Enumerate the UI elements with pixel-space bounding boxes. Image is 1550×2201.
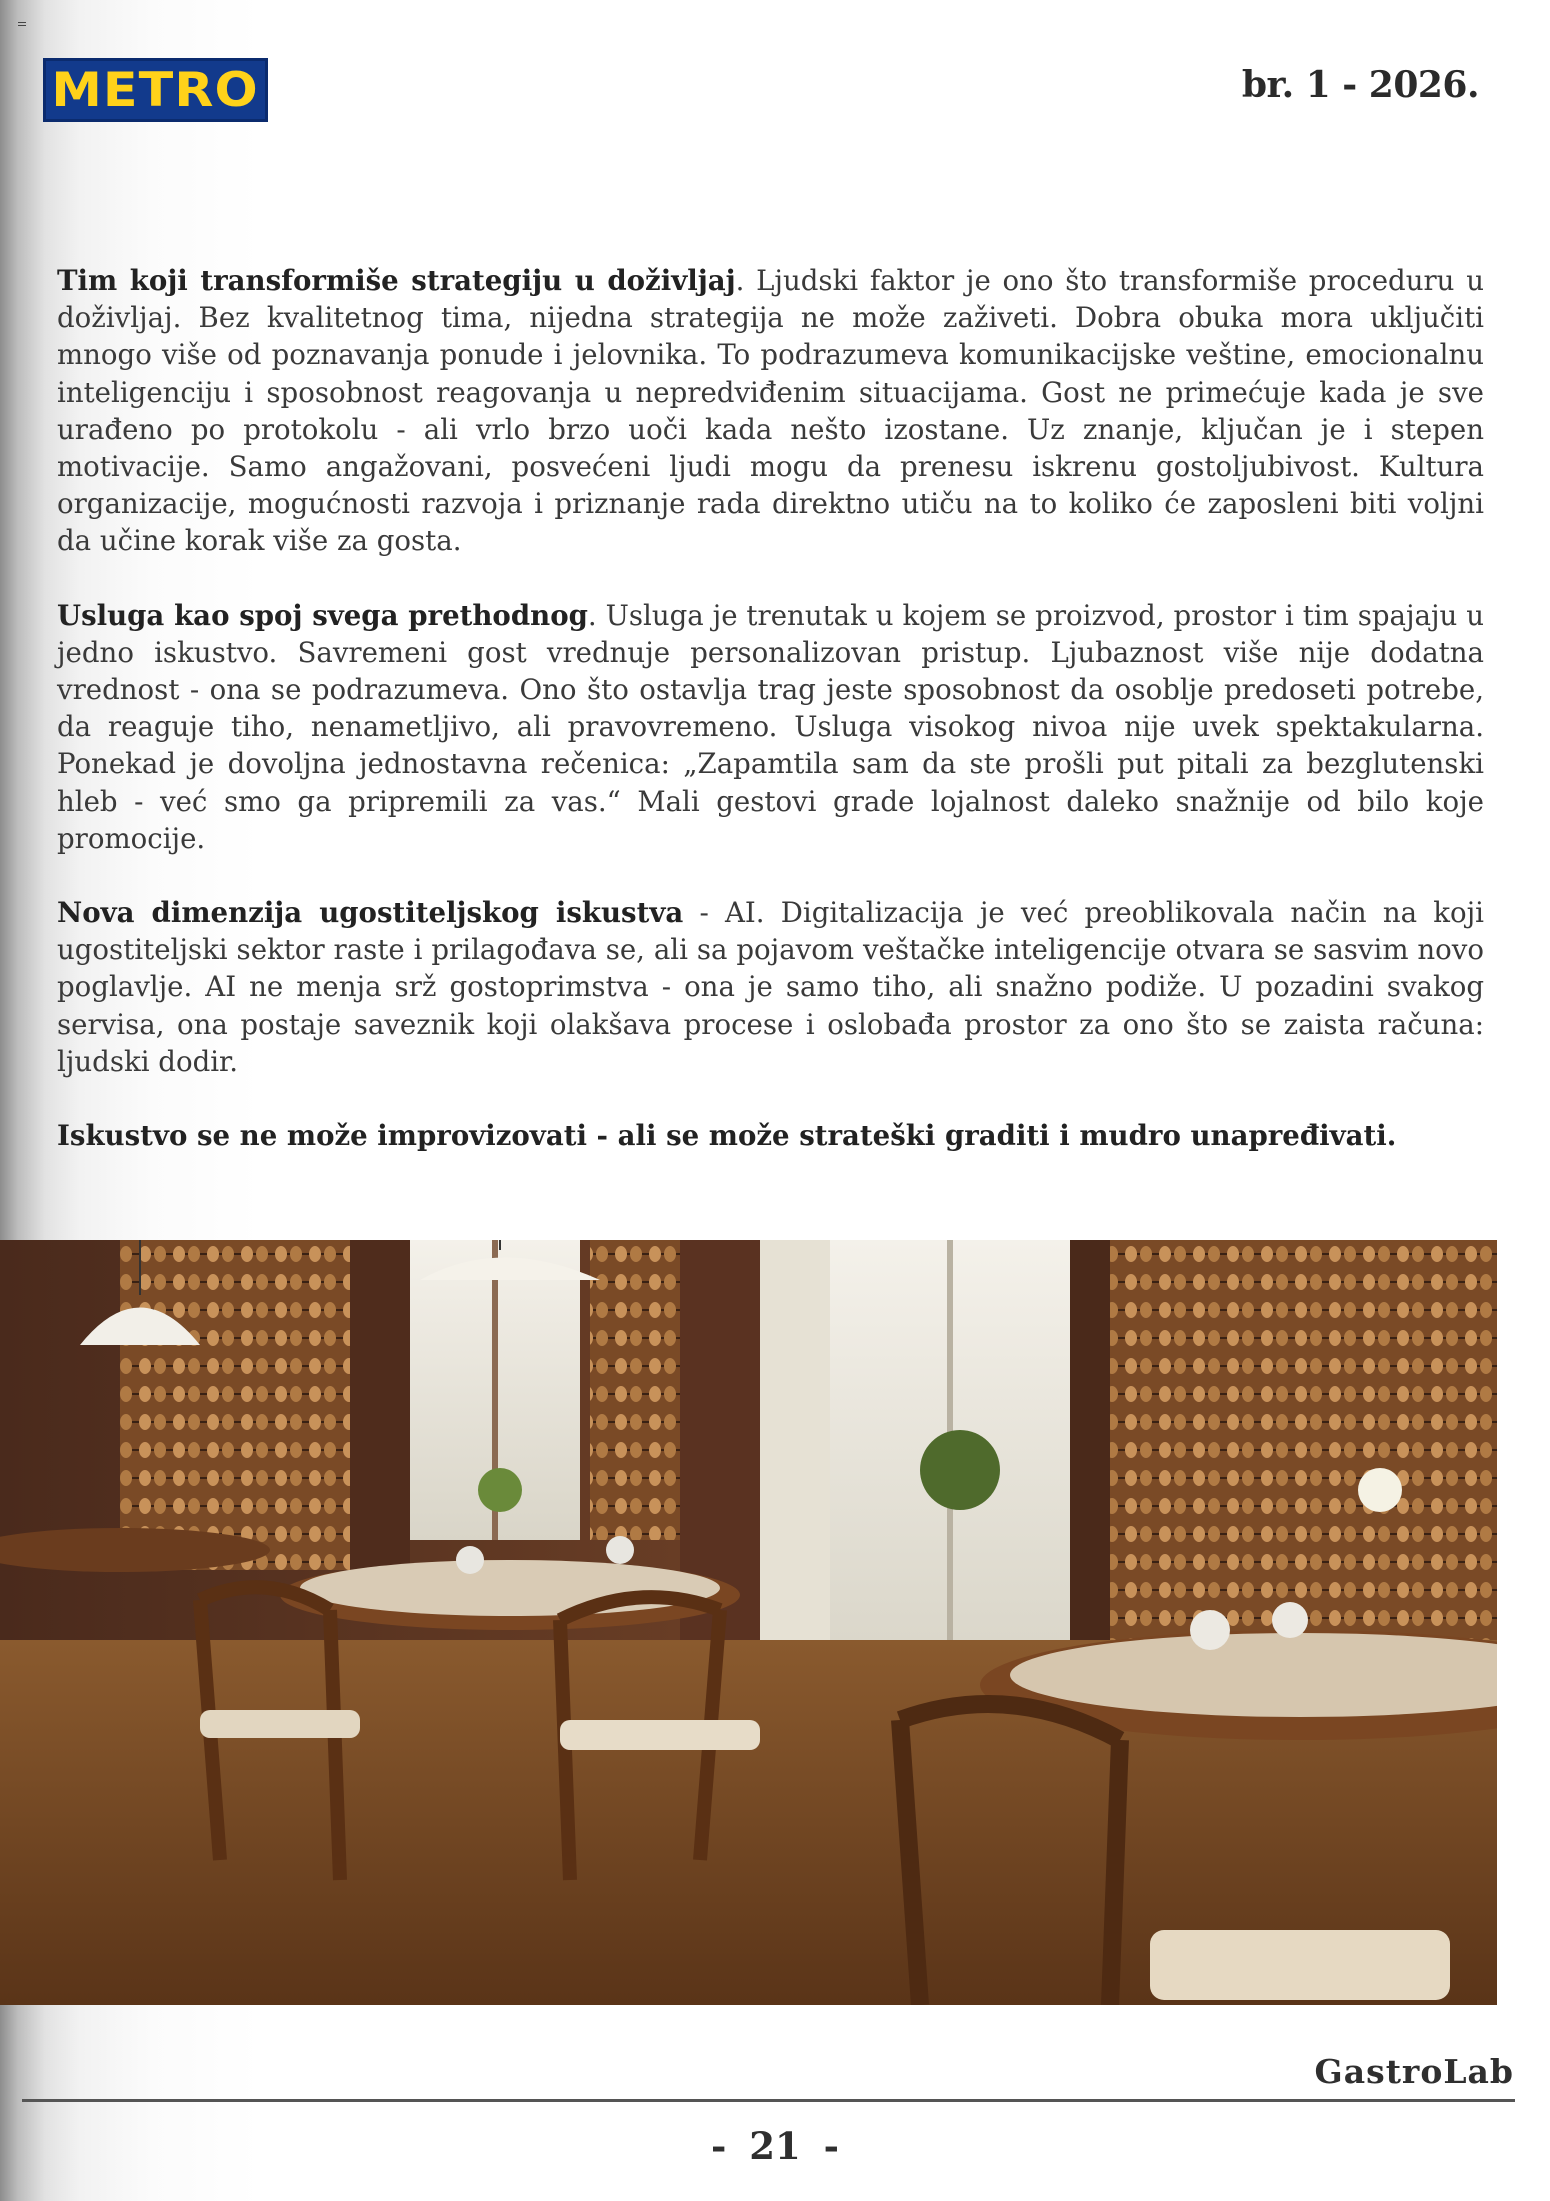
page-number: - 21 - xyxy=(711,2124,839,2168)
issue-number: br. 1 - 2026. xyxy=(1241,64,1479,106)
paragraph-text: . Ljudski faktor je ono što transformiše proceduru u doživljaj. Bez kvalitetnog tima, nijedna strategija ne može zaživeti. Dobra obuka mora uključiti mnogo više od poznavanja ponude i jelovnika. To podrazumeva komunikacijske veštine, emocionalnu inteligenciju i sposobnost reagovanja u nepredviđenim situacijama. Gost ne primećuje kada je sve urađeno po protokolu - ali vrlo brzo uoči kada nešto izostane. Uz znanje, ključan je i stepen motivacije. Samo angažovani, posvećeni ljudi mogu da prenesu iskrenu gostoljubivost. Kultura organizacije, mogućnosti razvoja i priznanje rada direktno utiču na to koliko će zaposleni biti voljni da učine korak više za gosta. xyxy=(57,264,1484,558)
logo-text: METRO xyxy=(51,62,260,118)
restaurant-photo xyxy=(0,1240,1497,2005)
menu-icon xyxy=(18,22,26,28)
closing-statement: Iskustvo se ne može improvizovati - ali se može strateški graditi i mudro unapređivati. xyxy=(57,1119,1397,1153)
paragraph-ai xyxy=(57,894,1484,1080)
paragraph-heading: Nova dimenzija ugostiteljskog iskustva xyxy=(57,896,684,930)
paragraph-service xyxy=(57,597,1484,857)
paragraph-text: . Usluga je trenutak u kojem se proizvod, prostor i tim spajaju u jedno iskustvo. Savremeni gost vrednuje personalizovan pristup. Ljubaznost više nije dodatna vrednost - ona se podrazumeva. Ono što ostavlja trag jeste sposobnost da osoblje predoseti potrebe, da reaguje tiho, nenametljivo, ali pravovremeno. Usluga visokog nivoa nije uvek spektakularna. Ponekad je dovoljna jednostavna rečenica: „Zapamtila sam da ste prošli put pitali za bezglutenski hleb - već smo ga pripremili za vas.“ Mali gestovi grade lojalnost daleko snažnije od bilo koje promocije. xyxy=(57,598,1485,855)
footer-divider xyxy=(22,2099,1515,2102)
paragraph-heading: Usluga kao spoj svega prethodnog xyxy=(57,598,588,632)
article-body xyxy=(57,262,1484,1191)
metro-logo xyxy=(43,58,268,122)
paragraph-heading: Tim koji transformiše strategiju u doživljaj xyxy=(57,264,736,297)
paragraph-text: - AI. Digitalizacija je već preoblikovala način na koji ugostiteljski sektor raste i prilagođava se, ali sa pojavom veštačke inteligencije otvara se sasvim novo poglavlje. AI ne menja srž gostoprimstva - ona je samo tiho, ali snažno podiže. U pozadini svakog servisa, ona postaje saveznik koji olakšava procese i oslobađa prostor za ono što se zaista računa: ljudski dodir. xyxy=(57,896,1485,1078)
paragraph-team xyxy=(57,262,1484,560)
brand-name: GastroLab xyxy=(1314,2052,1514,2091)
